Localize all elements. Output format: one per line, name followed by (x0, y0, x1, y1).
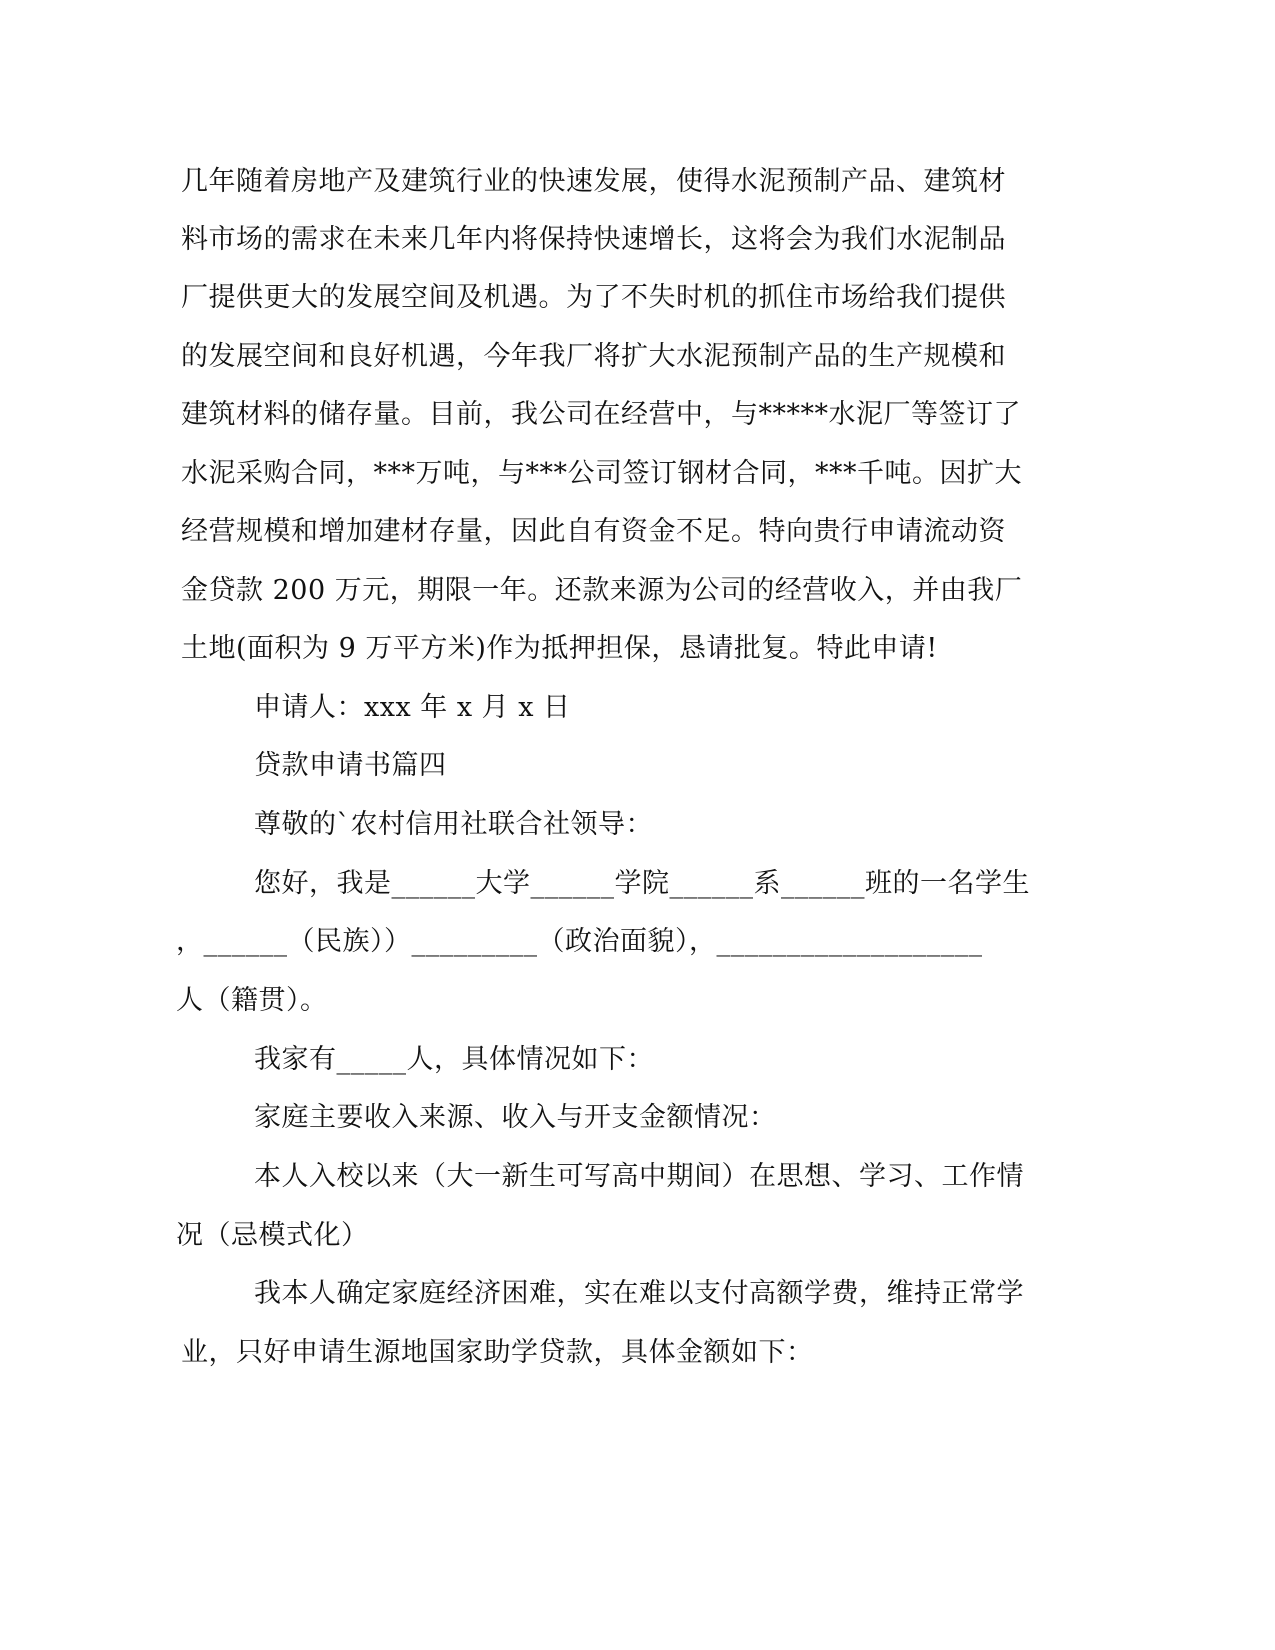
applicant-date-line: 申请人：xxx 年 x 月 x 日 (254, 692, 571, 723)
paragraph-line: 家庭主要收入来源、收入与开支金额情况： (254, 1102, 777, 1133)
paragraph-line: 金贷款 200 万元，期限一年。还款来源为公司的经营收入，并由我厂 (181, 575, 1023, 606)
paragraph-line: 业，只好申请生源地国家助学贷款，具体金额如下： (181, 1337, 814, 1368)
section-title: 贷款申请书篇四 (254, 750, 447, 781)
paragraph-line: 料市场的需求在未来几年内将保持快速增长，这将会为我们水泥制品 (181, 224, 1006, 255)
paragraph-line: 土地(面积为 9 万平方米)作为抵押担保，恳请批复。特此申请! (181, 633, 938, 664)
paragraph-line: ，______（民族））_________（政治面貌），___________________ (176, 926, 983, 957)
paragraph-line: 经营规模和增加建材存量，因此自有资金不足。特向贵行申请流动资 (181, 516, 1006, 547)
paragraph-line: 人（籍贯）。 (176, 985, 328, 1016)
paragraph-line: 的发展空间和良好机遇，今年我厂将扩大水泥预制产品的生产规模和 (181, 341, 1006, 372)
paragraph-line: 水泥采购合同，***万吨，与***公司签订钢材合同，***千吨。因扩大 (181, 458, 1022, 489)
paragraph-line: 厂提供更大的发展空间及机遇。为了不失时机的抓住市场给我们提供 (181, 282, 1006, 313)
salutation-line: 尊敬的`农村信用社联合社领导： (254, 809, 653, 840)
paragraph-line: 况（忌模式化） (176, 1220, 369, 1251)
paragraph-line: 我家有_____人，具体情况如下： (254, 1044, 654, 1075)
paragraph-line: 几年随着房地产及建筑行业的快速发展，使得水泥预制产品、建筑材 (181, 166, 1006, 197)
paragraph-line: 我本人确定家庭经济困难，实在难以支付高额学费，维持正常学 (254, 1278, 1024, 1309)
paragraph-line: 本人入校以来（大一新生可写高中期间）在思想、学习、工作情 (254, 1161, 1024, 1192)
paragraph-line: 建筑材料的储存量。目前，我公司在经营中，与*****水泥厂等签订了 (181, 399, 1021, 430)
paragraph-line: 您好，我是______大学______学院______系______班的一名学生 (254, 868, 1030, 899)
